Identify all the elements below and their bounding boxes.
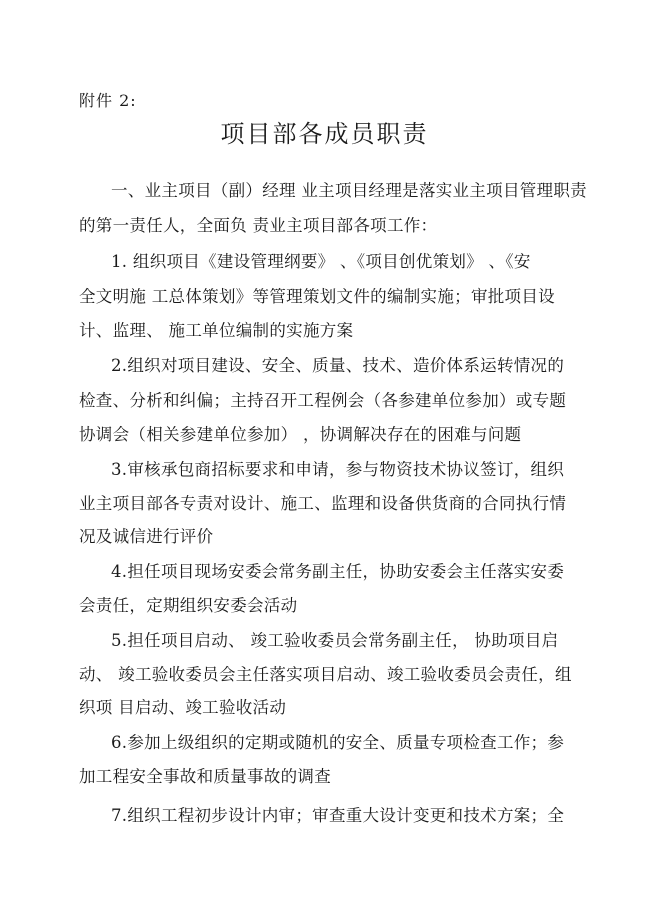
paragraph-line: 1. 组织项目《建设管理纲要》 、《项目创优策划》 、《安 [111, 252, 531, 271]
paragraph-line: 2.组织对项目建设、安全、质量、技术、造价体系运转情况的 [111, 356, 565, 375]
paragraph-line: 织项 目启动、竣工验收活动 [79, 698, 287, 717]
paragraph-line: 计、监理、 施工单位编制的实施方案 [79, 321, 354, 340]
paragraph-line: 一、业主项目（副）经理 业主项目经理是落实业主项目管理职责 [111, 181, 587, 200]
paragraph-line: 检查、分析和纠偏；主持召开工程例会（各参建单位参加）或专题 [79, 391, 567, 410]
paragraph-line: 加工程安全事故和质量事故的调查 [79, 767, 331, 786]
attachment-label: 附件 2: [79, 91, 137, 110]
paragraph-line: 会责任，定期组织安委会活动 [79, 596, 298, 615]
paragraph-line: 协调会（相关参建单位参加） ，协调解决存在的困难与问题 [79, 425, 522, 444]
paragraph-line: 3.审核承包商招标要求和申请，参与物资技术协议签订，组织 [111, 460, 565, 479]
paragraph-line: 动、 竣工验收委员会主任落实项目启动、竣工验收委员会责任，组 [79, 665, 572, 684]
paragraph-line: 全文明施 工总体策划》等管理策划文件的编制实施；审批项目设 [79, 287, 555, 306]
page-title: 项目部各成员职责 [220, 120, 429, 148]
paragraph-line: 的第一责任人，全面负 责业主项目部各项工作： [79, 216, 438, 235]
paragraph-line: 4.担任项目现场安委会常务副主任，协助安委会主任落实安委 [111, 562, 565, 581]
paragraph-line: 5.担任项目启动、 竣工验收委员会常务副主任， 协助项目启 [111, 631, 559, 650]
paragraph-line: 况及诚信进行评价 [79, 527, 214, 546]
paragraph-line: 7.组织工程初步设计内审；审查重大设计变更和技术方案；全 [111, 806, 565, 825]
paragraph-line: 业主项目部各专责对设计、施工、监理和设备供货商的合同执行情 [79, 494, 567, 513]
paragraph-line: 6.参加上级组织的定期或随机的安全、质量专项检查工作；参 [111, 733, 565, 752]
